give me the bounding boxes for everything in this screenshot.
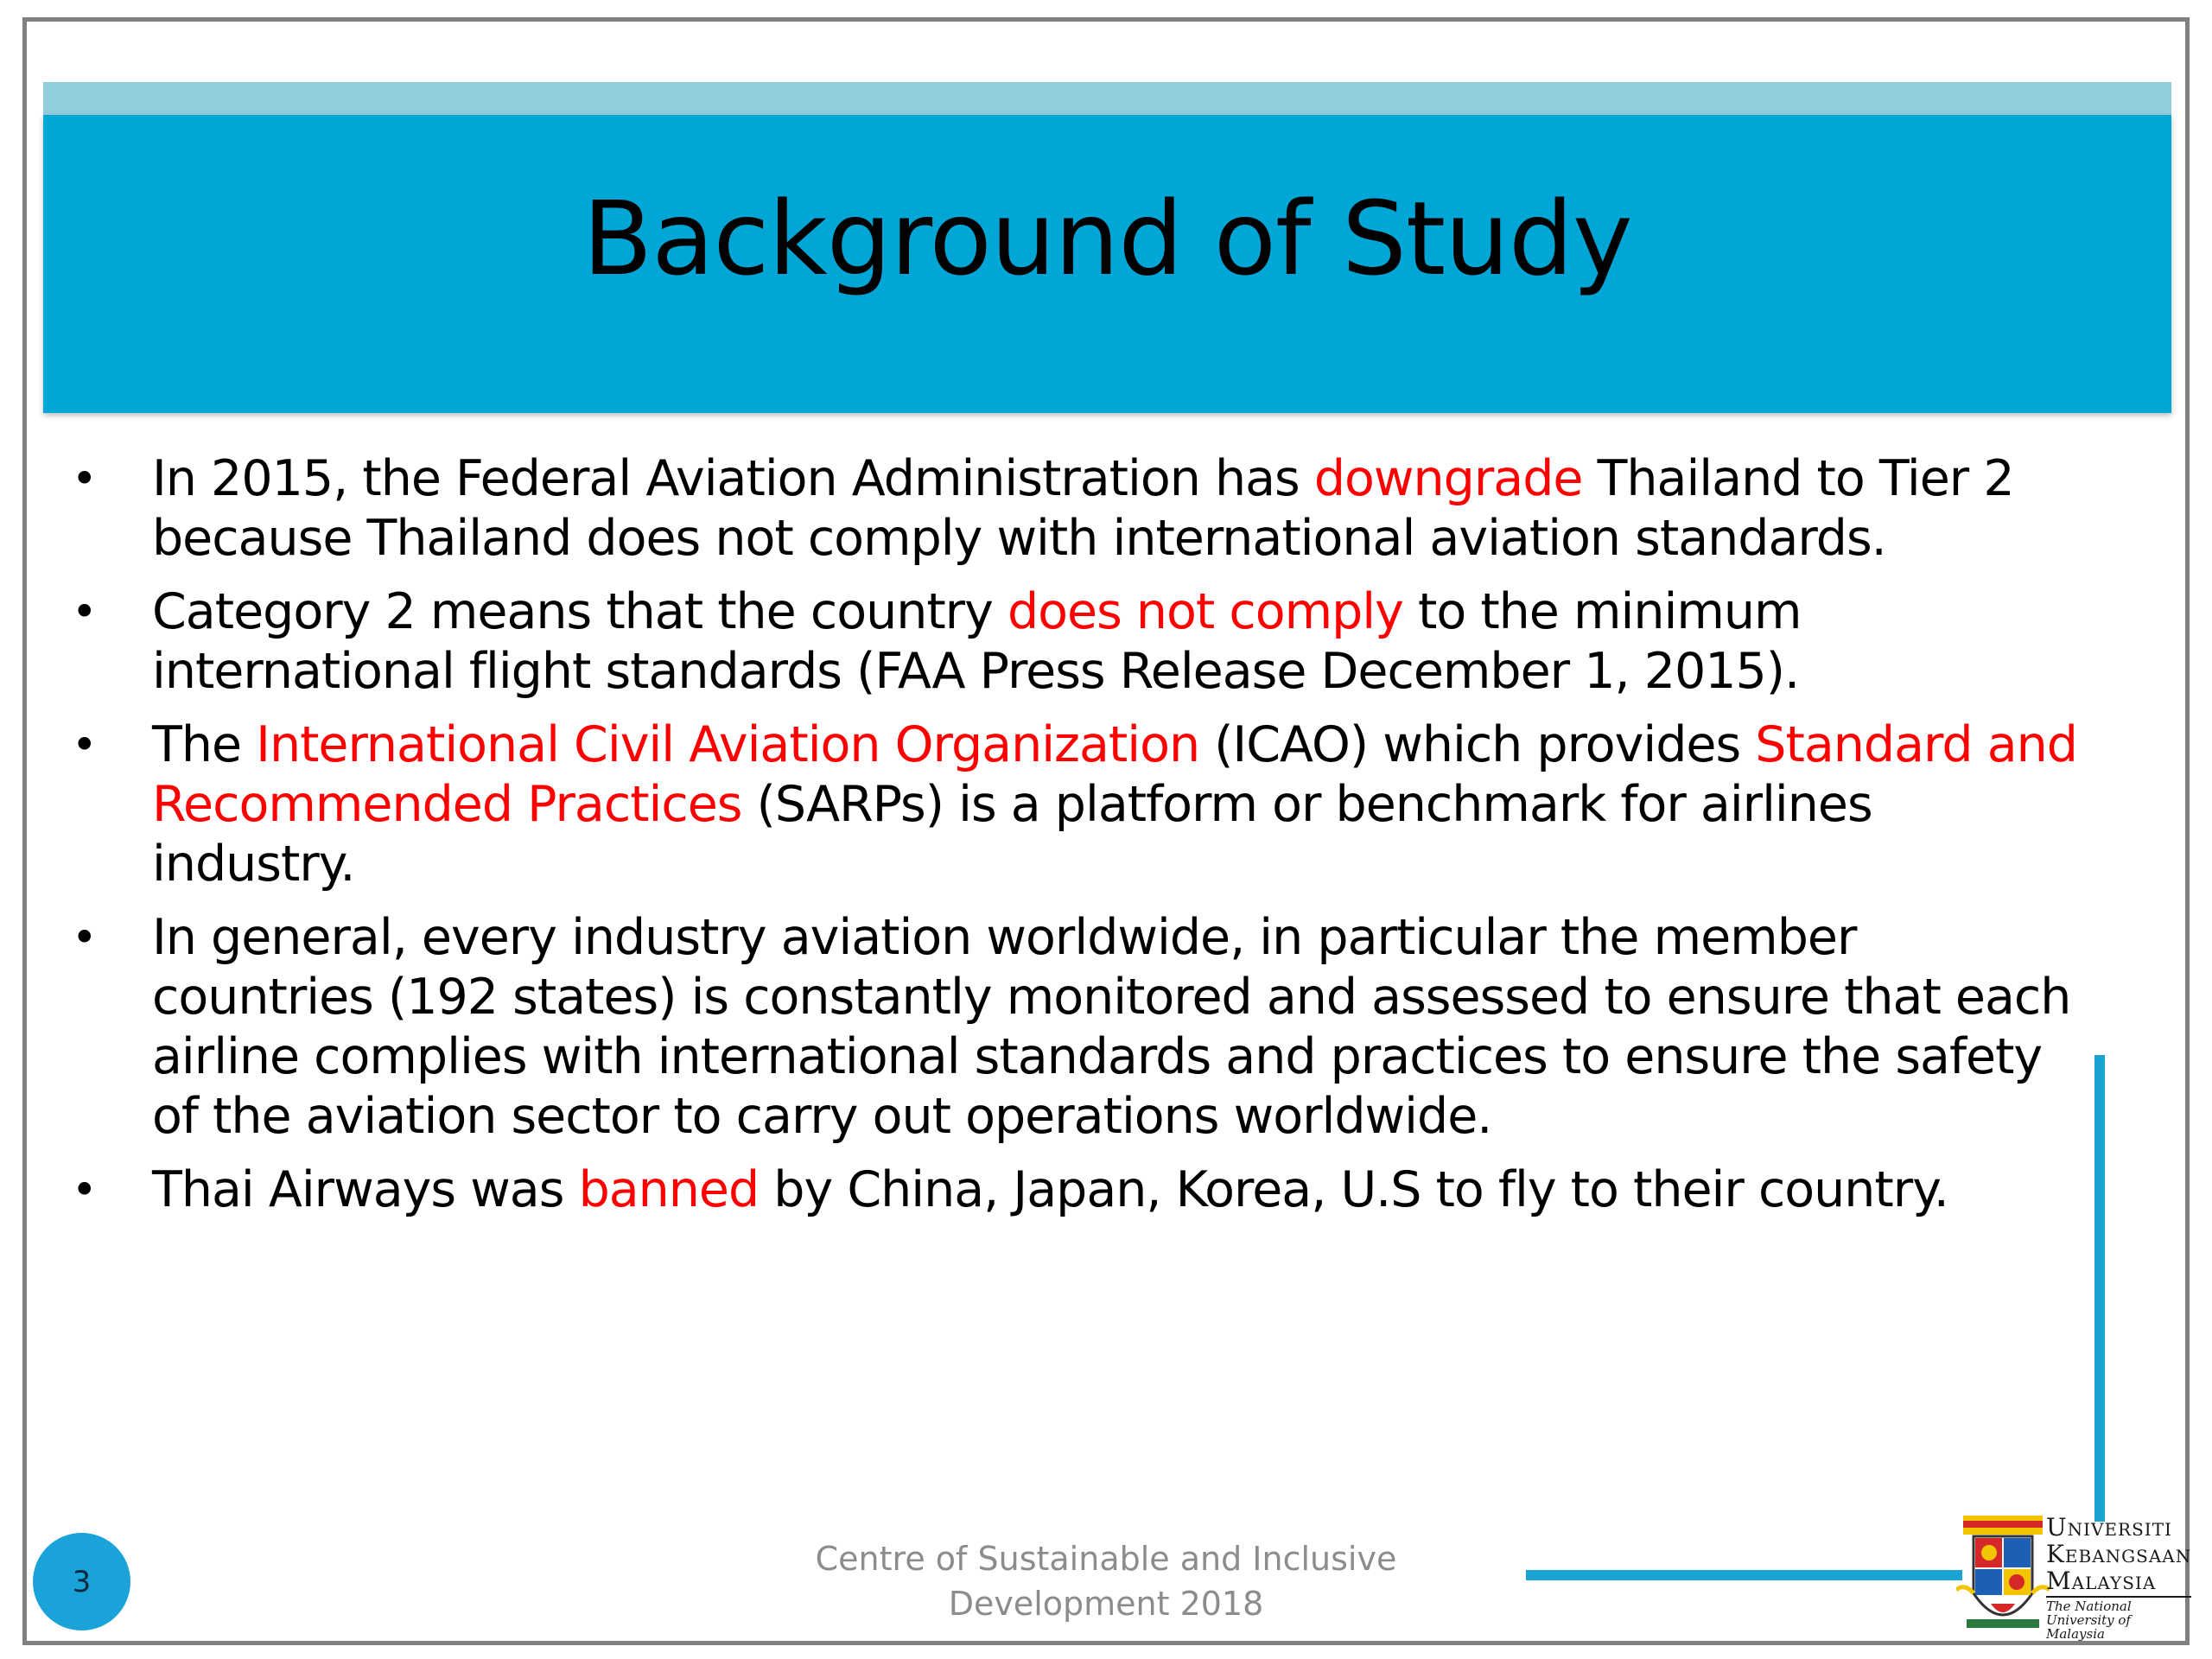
bullet-text: by China, Japan, Korea, U.S to fly to their country. — [759, 1161, 1948, 1218]
highlighted-text: downgrade — [1313, 450, 1583, 507]
footer-line-1: Centre of Sustainable and Inclusive — [815, 1540, 1397, 1578]
bullet-marker: • — [72, 912, 97, 963]
logo-line-2: Kebangsaan — [2046, 1540, 2192, 1568]
title-accent-strip — [43, 82, 2171, 115]
slide-title: Background of Study — [582, 178, 1632, 298]
bullet-text: Thailand to Tier 2 because Thailand does not comply with international aviation standards. — [152, 450, 2014, 567]
bullet-marker: • — [72, 1165, 97, 1215]
logo-line-3: Malaysia — [2046, 1567, 2157, 1595]
highlighted-text: banned — [578, 1161, 760, 1218]
university-logo-text — [2046, 1514, 2191, 1641]
page-number-badge — [33, 1533, 130, 1630]
bullet-marker: • — [72, 454, 97, 504]
bullet-text: (SARPs) is a platform or benchmark for airlines industry. — [152, 776, 1872, 893]
bullet-item — [67, 449, 2081, 569]
vertical-accent-line — [2094, 1055, 2105, 1522]
bullet-text: Category 2 means that the country — [152, 583, 1007, 640]
bullet-text: In 2015, the Federal Aviation Administration has — [152, 450, 1314, 507]
bullet-text: The — [152, 716, 257, 773]
page-number: 3 — [72, 1564, 92, 1599]
bullet-list — [67, 449, 2081, 1234]
bullet-item — [67, 908, 2081, 1147]
title-bar — [43, 115, 2171, 413]
bullet-item — [67, 582, 2081, 702]
bullet-text: Thai Airways was — [152, 1161, 579, 1218]
bullet-item — [67, 1160, 2081, 1220]
bullet-text: (ICAO) which provides — [1199, 716, 1756, 773]
logo-line-4: The National University of Malaysia — [2046, 1596, 2191, 1641]
footer-line-2: Development 2018 — [948, 1585, 1264, 1623]
highlighted-text: Standard and Recommended Practices — [152, 716, 2077, 833]
highlighted-text: does not comply — [1007, 583, 1403, 640]
horizontal-accent-line — [1526, 1570, 1962, 1580]
footer-text — [760, 1536, 1452, 1626]
bullet-text: In general, every industry aviation worldwide, in particular the member countries (192 states) is constantly monitored and assessed to ensure that each airline complies with international standards and practices to ensure the safety of the aviation sector to carry out operations worldwide. — [152, 909, 2071, 1145]
bullet-marker: • — [72, 720, 97, 770]
bullet-text: to the minimum international flight standards (FAA Press Release December 1, 2015). — [152, 583, 1802, 700]
bullet-item — [67, 715, 2081, 894]
highlighted-text: International Civil Aviation Organization — [256, 716, 1200, 773]
bullet-marker: • — [72, 587, 97, 637]
logo-line-1: Universiti — [2046, 1513, 2172, 1541]
